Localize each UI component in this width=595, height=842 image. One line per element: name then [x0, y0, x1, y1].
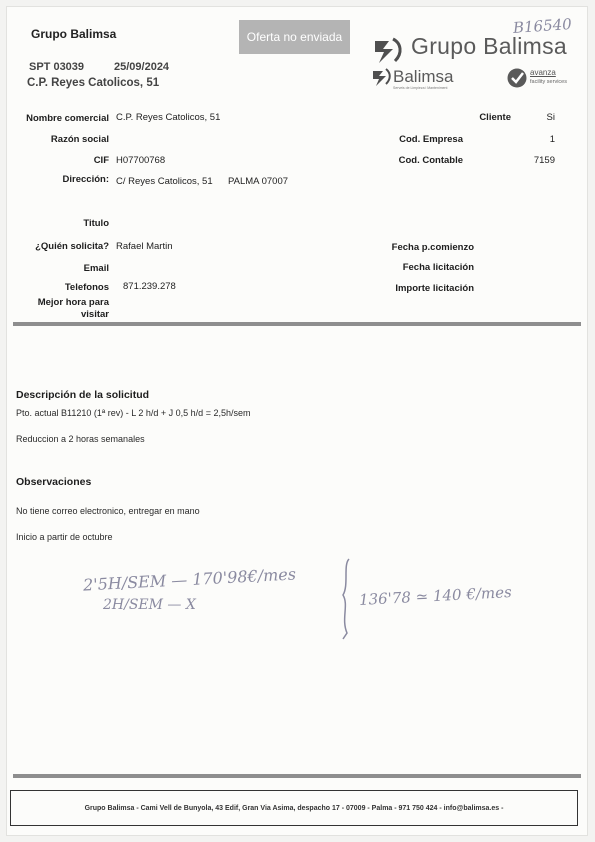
telefonos-value: 871.239.278 — [123, 281, 176, 292]
centre-name: C.P. Reyes Catolicos, 51 — [27, 77, 160, 89]
direccion-label: Dirección: — [62, 174, 109, 185]
nombre-comercial-value: C.P. Reyes Catolicos, 51 — [116, 112, 221, 123]
request-date: 25/09/2024 — [114, 61, 170, 73]
company-name: Grupo Balimsa — [31, 27, 117, 41]
nombre-comercial-label: Nombre comercial — [26, 113, 109, 124]
handwritten-line-2: 2H/SEM — X — [103, 597, 196, 613]
importe-licitacion-label: Importe licitación — [395, 283, 474, 294]
cod-empresa-value: 1 — [549, 134, 555, 145]
email-label: Email — [83, 263, 109, 274]
handwritten-brace — [335, 555, 357, 641]
balimsa-logo: Balimsa — [393, 67, 454, 86]
cliente-value: Si — [546, 112, 555, 123]
descripcion-line-2: Reduccion a 2 horas semanales — [16, 434, 145, 444]
cif-label: CIF — [93, 155, 109, 166]
cliente-label: Cliente — [479, 112, 511, 123]
quien-solicita-label: ¿Quién solicita? — [35, 241, 109, 252]
balimsa-logo-icon — [371, 35, 407, 65]
descripcion-line-1: Pto. actual B11210 (1ª rev) - L 2 h/d + J 0,5 h/d = 2,5h/sem — [16, 408, 251, 418]
footer-text: Grupo Balimsa - Cami Vell de Bunyola, 43 Edif, Gran Via Asima, despacho 17 - 07009 - Palma - 971 750 424 - info@balimsa.es - — [84, 804, 504, 812]
handwritten-reference: B16540 — [512, 14, 573, 38]
descripcion-title: Descripción de la solicitud — [16, 389, 150, 401]
mejor-hora-label-1: Mejor hora para — [37, 297, 109, 308]
section-divider — [13, 322, 581, 326]
request-reference: SPT 03039 — [29, 61, 85, 73]
handwritten-line-1: 2'5H/SEM — 170'98€/mes — [82, 564, 297, 595]
observaciones-line-1: No tiene correo electronico, entregar en mano — [16, 506, 200, 516]
balimsa-tagline: Serveis de Limpieza i Manteniment — [393, 86, 448, 90]
avanza-check-icon — [506, 67, 528, 89]
cod-contable-label: Cod. Contable — [398, 155, 463, 166]
quien-solicita-value: Rafael Martin — [116, 241, 173, 252]
avanza-logo: avanza — [530, 68, 556, 77]
observaciones-line-2: Inicio a partir de octubre — [16, 532, 113, 542]
observaciones-title: Observaciones — [16, 476, 92, 488]
balimsa-secondary-logo-icon — [371, 67, 393, 87]
fecha-comienzo-label: Fecha p.comienzo — [391, 242, 474, 253]
telefonos-label: Telefonos — [64, 282, 109, 293]
razon-social-label: Razón social — [50, 134, 109, 145]
titulo-label: Titulo — [83, 218, 109, 229]
cod-contable-value: 7159 — [533, 155, 555, 166]
footer-divider — [13, 774, 581, 778]
document-page — [6, 6, 588, 836]
cod-empresa-label: Cod. Empresa — [399, 134, 463, 145]
cif-value: H07700768 — [116, 155, 166, 166]
handwritten-result: 136'78 ≃ 140 €/mes — [358, 583, 513, 609]
footer — [10, 790, 578, 826]
grupo-balimsa-logo: Grupo Balimsa — [411, 33, 568, 59]
avanza-tagline: facility services — [530, 79, 567, 85]
fecha-licitacion-label: Fecha licitación — [402, 262, 474, 273]
direccion-value: C/ Reyes Catolicos, 51 — [116, 176, 213, 187]
mejor-hora-label-2: visitar — [81, 309, 109, 320]
ciudad-cp-value: PALMA 07007 — [228, 176, 289, 187]
offer-status-button[interactable]: Oferta no enviada — [239, 20, 350, 54]
